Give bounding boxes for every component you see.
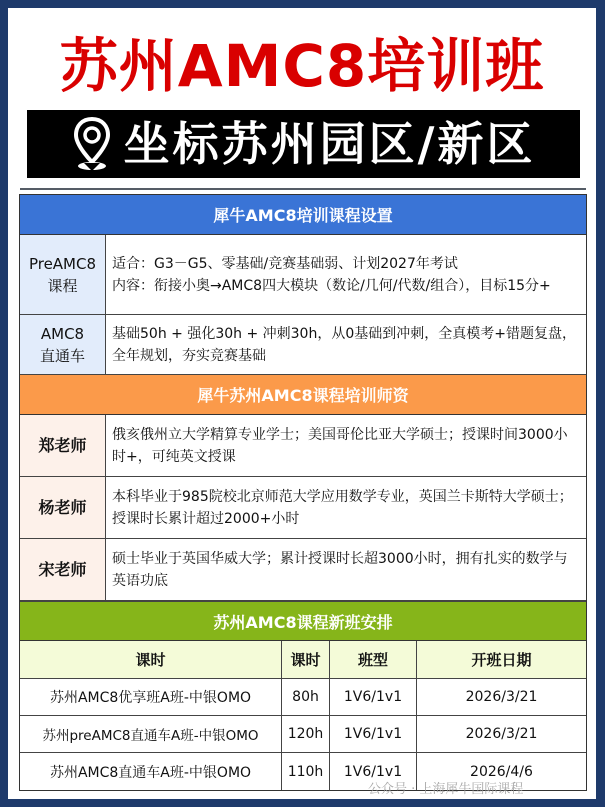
schedule-row	[20, 716, 586, 753]
watermark: 公众号 · 上海犀牛国际课程	[368, 782, 524, 797]
class-hours: 120h	[282, 716, 330, 752]
info-table	[19, 194, 587, 791]
class-hours: 110h	[282, 753, 330, 790]
class-name: 苏州AMC8直通车A班-中银OMO	[20, 753, 282, 790]
course-label-line1: AMC8	[40, 324, 85, 343]
map-pin-icon	[72, 116, 112, 172]
course-desc-line: 内容：衔接小奥→AMC8四大模块（数论/几何/代数/组合），目标15分+	[112, 277, 551, 294]
teacher-name: 杨老师	[20, 477, 106, 538]
course-row	[20, 235, 586, 315]
teacher-row	[20, 477, 586, 539]
location-banner	[27, 110, 580, 178]
location-text: 坐标苏州园区/新区	[123, 117, 536, 171]
class-date: 2026/4/6	[470, 763, 533, 780]
teachers-heading: 犀牛苏州AMC8课程培训师资	[20, 375, 586, 415]
teacher-desc: 硕士毕业于英国华威大学；累计授课时长超3000小时，拥有扎实的数学与英语功底	[112, 550, 568, 589]
class-type: 1V6/1v1	[330, 679, 417, 715]
course-desc-line: 基础50h + 强化30h + 冲刺30h，从0基础到冲刺，全真模考+错题复盘，全年规划，夯实竞赛基础	[112, 325, 576, 364]
col-header-date: 开班日期	[471, 651, 532, 669]
teacher-name: 宋老师	[20, 539, 106, 600]
course-desc	[106, 235, 586, 314]
schedule-header-row	[20, 641, 586, 679]
schedule-row	[20, 679, 586, 716]
page-title: 苏州AMC8培训班	[59, 32, 545, 100]
teacher-row	[20, 539, 586, 601]
class-name: 苏州preAMC8直通车A班-中银OMO	[20, 716, 282, 752]
class-date: 2026/3/21	[465, 689, 538, 705]
course-label	[20, 235, 106, 314]
col-header-hours: 课时	[282, 641, 330, 678]
col-header-name: 课时	[20, 641, 282, 678]
course-desc	[106, 315, 586, 374]
teacher-desc: 本科毕业于985院校北京师范大学应用数学专业，英国兰卡斯特大学硕士；授课时长累计超过2000+小时	[112, 488, 573, 527]
teacher-desc: 俄亥俄州立大学精算专业学士；美国哥伦比亚大学硕士；授课时间3000小时+，可纯英文授课	[112, 426, 568, 465]
course-label-line2: 课程	[47, 276, 78, 295]
teacher-row	[20, 415, 586, 477]
class-date: 2026/3/21	[465, 726, 538, 742]
course-desc-line: 适合：G3－G5、零基础/竞赛基础弱、计划2027年考试	[112, 255, 458, 272]
class-name: 苏州AMC8优享班A班-中银OMO	[20, 679, 282, 715]
courses-heading: 犀牛AMC8培训课程设置	[20, 195, 586, 235]
class-type: 1V6/1v1	[330, 716, 417, 752]
poster-card	[8, 8, 596, 799]
class-hours: 80h	[282, 679, 330, 715]
course-label-line1: PreAMC8	[28, 254, 97, 273]
course-row	[20, 315, 586, 375]
class-type: 1V6/1v1	[330, 753, 417, 790]
schedule-heading: 苏州AMC8课程新班安排	[20, 601, 586, 641]
col-header-type: 班型	[330, 641, 417, 678]
course-label-line2: 直通车	[39, 346, 85, 365]
divider	[20, 188, 586, 190]
teacher-name: 郑老师	[20, 415, 106, 476]
course-label	[20, 315, 106, 374]
